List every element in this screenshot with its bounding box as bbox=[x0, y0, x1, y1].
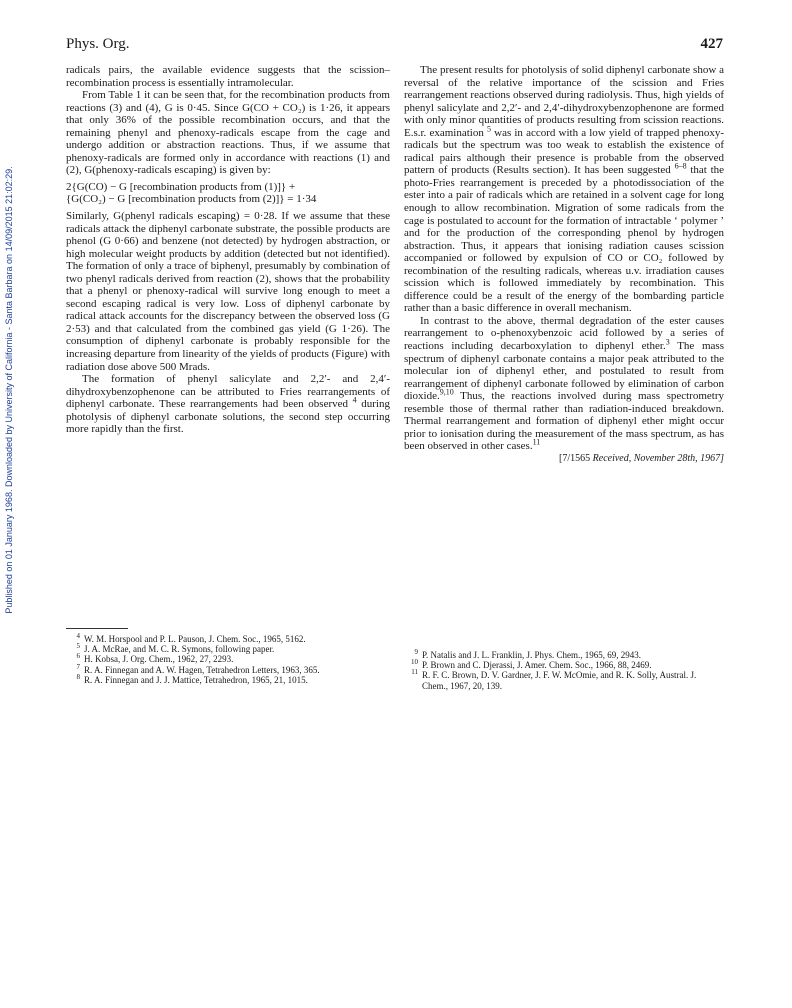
references-right bbox=[404, 650, 724, 691]
equation-line: 2{G(CO) − G [recombination products from (1)]} + bbox=[66, 180, 296, 193]
paragraph-text: Thus, the reactions involved during mass spectrometry resemble those of thermal rather than radiation-induced breakdown. Thermal rearrangement and formation of diphenyl ether might occur prior to ionisation during the measurement of the mass spectrum, as has been observed in other cases. bbox=[404, 390, 724, 453]
reference-item: 6 H. Kobsa, J. Org. Chem., 1962, 27, 2293. bbox=[76, 652, 234, 665]
left-column bbox=[66, 64, 390, 436]
reference-text: P. Brown and C. Djerassi, J. Amer. Chem. Soc., 1966, 88, 2469. bbox=[422, 660, 652, 671]
equation-line: {G(CO₂) − G [recombination products from (2)]} = 1·34 bbox=[66, 193, 317, 206]
reference-item: 10 P. Brown and C. Djerassi, J. Amer. Chem. Soc., 1966, 88, 2469. bbox=[411, 658, 652, 671]
received-date: Received, November 28th, 1967] bbox=[592, 452, 724, 464]
paragraph-text: The formation of phenyl salicylate and 2,2′- and 2,4′-dihydroxybenzophenone can be attributed to Fries rearrangements of diphenyl carbonate. These rearrangements had been observed bbox=[66, 373, 390, 411]
citation-ref: 4 bbox=[352, 395, 357, 405]
paragraph-text: that the photo-Fries rearrangement is preceded by a photodissociation of the ester into a pair of radicals which are retained in a solvent cage for long enough to allow recombination. Migration of some radicals from the cage is postulated to account for the formation of intractable ‘ polymer ’ and for the production of the corresponding phenol by hydrogen abstraction. Thus, it appears that ionising radiation causes scission accompanied or followed by expulsion of CO or CO₂ followed by recombination of the resulting radicals, whereas u.v. irradiation causes scission which is followed immediately by recombination. This difference could be a result of the energy of the bombarding particle rather than a basic difference in overall mechanism. bbox=[404, 164, 725, 315]
reference-item: 5 J. A. McRae, and M. C. R. Symons, following paper. bbox=[76, 642, 275, 655]
page-header bbox=[66, 36, 723, 56]
paragraph: Similarly, G(phenyl radicals escaping) = 0·28. If we assume that these radicals attack the diphenyl carbonate substrate, the possible products are phenol (G 0·66) and benzene (not detected) by hydrogen abstraction, or high molecular weight products by addition (detected but not identified). The formation of only a trace of biphenyl, presumably by combination of two phenyl radicals derived from reaction (2), shows that the probability that a phenyl or phenoxy-radical will survive long enough to meet a second escaping radical is very low. Loss of diphenyl carbonate by radical attack accounts for the discrepancy between the observed loss (G 2·53) and that calculated from the combined gas yield (G 1·26). The consumption of diphenyl carbonate is probably responsible for the increasing departure from linearity of the yields of products (Figure) with radiation dose above 500 Mrads. bbox=[66, 210, 390, 373]
paragraph-text: The mass spectrum of diphenyl carbonate contains a major peak attributed to the molecular ion of diphenyl ether, and postulated to result from rearrangement of diphenyl carbonate followed by elimination of carbon dioxide. bbox=[404, 340, 724, 403]
download-watermark-text: Published on 01 January 1968. Downloaded by University of California - Santa Barbara on 14/09/2015 21:02:29. bbox=[4, 166, 14, 614]
reference-text: J. A. McRae, and M. C. R. Symons, following paper. bbox=[84, 644, 275, 655]
citation-ref: 9,10 bbox=[439, 387, 454, 397]
reference-text: R. A. Finnegan and A. W. Hagen, Tetrahedron Letters, 1963, 365. bbox=[84, 664, 320, 675]
reference-text: P. Natalis and J. L. Franklin, J. Phys. Chem., 1965, 69, 2943. bbox=[422, 650, 642, 660]
reference-item: 4 W. M. Horspool and P. L. Pauson, J. Chem. Soc., 1965, 5162. bbox=[76, 632, 306, 644]
citation-ref: 5 bbox=[486, 124, 491, 134]
reference-text: H. Kobsa, J. Org. Chem., 1962, 27, 2293. bbox=[84, 654, 234, 665]
page-number: 427 bbox=[700, 36, 723, 52]
paragraph: radicals pairs, the available evidence suggests that the scission–recombination process is essentially intramolecular. bbox=[66, 64, 390, 89]
reference-text: R. A. Finnegan and J. J. Mattice, Tetrahedron, 1965, 21, 1015. bbox=[84, 674, 308, 685]
footnote-divider bbox=[66, 628, 128, 629]
right-column bbox=[404, 64, 724, 466]
paragraph bbox=[404, 64, 724, 315]
references-left bbox=[66, 634, 390, 685]
reference-item: 8 R. A. Finnegan and J. J. Mattice, Tetrahedron, 1965, 21, 1015. bbox=[76, 672, 308, 685]
paragraph-text: during photolysis of diphenyl carbonate solutions, the second step occurring more rapidly than the first. bbox=[66, 398, 390, 436]
manuscript-code: [7/1565 bbox=[559, 452, 591, 464]
citation-ref: 11 bbox=[532, 437, 541, 447]
paragraph bbox=[66, 373, 390, 436]
reference-item: 7 R. A. Finnegan and A. W. Hagen, Tetrahedron Letters, 1963, 365. bbox=[76, 662, 320, 675]
paragraph-text: The present results for photolysis of solid diphenyl carbonate show a reversal of the relative importance of the scission and Fries rearrangement reactions observed during radiolysis. Thus, high yields of phenyl salicylate and 2,2′- and 2,4′-dihydroxybenzophenone are formed with only minor quantities of products resulting from scission reactions. E.s.r. examination bbox=[404, 64, 724, 139]
reference-text: W. M. Horspool and P. L. Pauson, J. Chem. Soc., 1965, 5162. bbox=[84, 634, 306, 644]
citation-ref: 3 bbox=[665, 337, 670, 347]
paragraph-text: In contrast to the above, thermal degradation of the ester causes rearrangement to o-phenoxybenzoic acid followed by a series of reactions including decarboxylation to diphenyl ether. bbox=[404, 314, 724, 353]
paragraph-text: was in accord with a low yield of trapped phenoxy-radicals but the spectrum was too weak to establish the existence of radical pairs although their presence is probable from the observed pattern of products (Results section). It has been suggested bbox=[404, 126, 725, 177]
paragraph bbox=[404, 315, 724, 453]
journal-name: Phys. Org. bbox=[66, 36, 130, 52]
citation-ref: 6–8 bbox=[674, 161, 687, 171]
reference-item: 11 R. F. C. Brown, D. V. Gardner, J. F. W. McOmie, and R. K. Solly, Austral. J. Chem., 1967, 20, 139. bbox=[411, 668, 697, 691]
reference-text: R. F. C. Brown, D. V. Gardner, J. F. W. McOmie, and R. K. Solly, Austral. J. Chem., 1967, 20, 139. bbox=[422, 670, 697, 691]
received-line bbox=[404, 453, 724, 466]
reference-item: 9 P. Natalis and J. L. Franklin, J. Phys. Chem., 1965, 69, 2943. bbox=[414, 648, 642, 660]
download-watermark bbox=[0, 130, 18, 650]
paragraph: From Table 1 it can be seen that, for the recombination products from reactions (3) and (4), G is 0·45. Since G(CO + CO₂) is 1·26, it appears that only 36% of the possible recombination occurs, and that the remaining phenyl and phenoxy-radicals escape from the cage and undergo addition or abstraction reactions. Thus, if we assume that phenoxy-radicals are formed only in accordance with reactions (1) and (2), G(phenoxy-radicals escaping) is given by: bbox=[66, 89, 390, 177]
equation bbox=[66, 181, 390, 206]
